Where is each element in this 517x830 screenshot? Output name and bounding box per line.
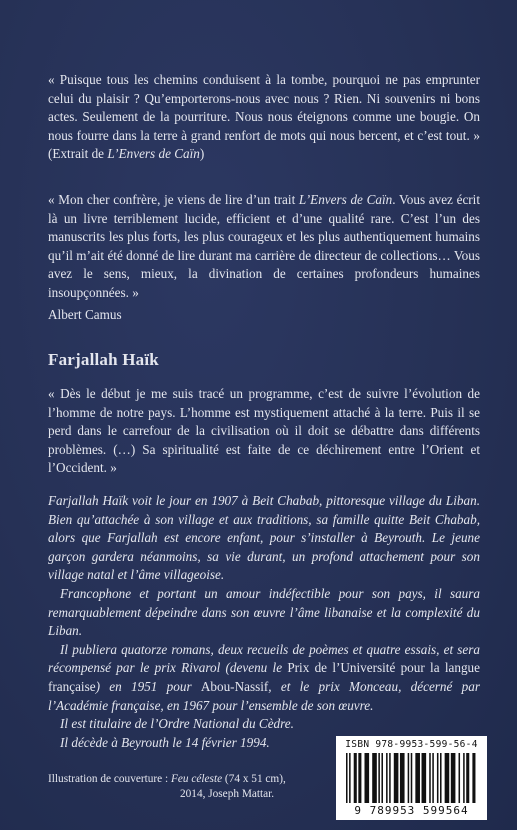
barcode-stripe: [372, 753, 377, 803]
bio-paragraph-1: Farjallah Haïk voit le jour en 1907 à Beit Chabab, pittoresque village du Liban. Bien qu’attachée à son village et aux traditions, sa famille quitte Beit Chabab, alors que Farjallah est encore enfant, pour s’installer à Beyrouth. Le jeune garçon gardera néanmoins, sa vie durant, un profond attachement pour son village natal et l’âme villageoise.: [48, 493, 480, 583]
camus-quote-book-title: L’Envers de Caïn: [298, 192, 393, 207]
excerpt-quote: [48, 71, 480, 164]
credit-artwork-title: Feu céleste: [170, 773, 223, 785]
barcode-stripe: [451, 753, 456, 803]
author-quote: « Dès le début je me suis tracé un programme, c’est de suivre l’évolution de l’homme de notre pays. L’homme est mystiquement attaché à la terre. Puis il se perd dans le carrefour de la civilisation où il doit se débattre dans différents problèmes. (…) Sa spiritualité est faite de ce déchirement entre l’Orient et l’Occident. »: [48, 386, 480, 476]
excerpt-closing: ): [199, 146, 205, 162]
barcode-stripe: [381, 753, 383, 803]
credit-line-2: 2014, Joseph Mattar.: [180, 788, 275, 800]
camus-signature: Albert Camus: [48, 307, 122, 322]
camus-quote-rest: . Vous avez écrit là un livre terriblement lucide, efficient et d’une qualité rare. C’est l’un des manuscrits les plus forts, les plus courageux et les plus authentiquement humains qu’il m’ait été donné de lire durant ma carrière de directeur de collections… Vous avez le sens, mieux, la divination de certaines profondeurs humaines insoupçonnées. »: [48, 192, 481, 300]
credit-dimensions: (74 x 51 cm),: [222, 773, 286, 785]
bio-paragraph-2: Francophone et portant un amour indéfectible pour son pays, il saura remarquablement dépeindre dans son œuvre l’âme libanaise et la complexité du Liban.: [48, 585, 480, 639]
bio-p3-part-a: Il publiera quatorze romans, deux recueils de poèmes et quatre essais, et sera récompensé par le prix Rivarol (devenu le: [48, 641, 480, 676]
barcode-stripe: [429, 753, 431, 803]
cover-illustration-credit: [48, 772, 318, 802]
ean-digits: 9 789953 599564: [354, 804, 469, 817]
barcode-stripe: [408, 753, 410, 803]
barcode-stripe: [400, 753, 405, 803]
camus-quote: [48, 191, 480, 303]
excerpt-book-title: L’Envers de Caïn: [107, 146, 200, 162]
bio-paragraph-3: [48, 641, 480, 715]
barcode-stripe: [346, 753, 348, 803]
camus-quote-start: « Mon cher confrère, je viens de lire d’un trait: [48, 192, 299, 207]
barcode-bars: [346, 753, 477, 803]
barcode-stripe: [415, 753, 420, 803]
barcode-stripe: [437, 753, 439, 803]
isbn-label: ISBN 978-9953-599-56-4: [345, 739, 478, 750]
bio-p3-part-e: , et le prix Monceau, décerné par l’Académie française, en 1967 pour l’ensemble de son œuvre.: [48, 678, 480, 713]
barcode-stripe: [445, 753, 450, 803]
barcode-stripe: [411, 753, 413, 803]
barcode-stripe: [386, 753, 388, 803]
isbn-barcode: [336, 736, 487, 820]
barcode-stripe: [440, 753, 442, 803]
barcode-stripe: [349, 753, 351, 803]
author-biography: [48, 492, 480, 752]
barcode-stripe: [364, 753, 369, 803]
bio-p3-part-c: ) en 1951 pour: [95, 678, 201, 694]
barcode-stripe: [354, 753, 357, 803]
barcode-stripe: [394, 753, 399, 803]
bio-paragraph-5: Il décède à Beyrouth le 14 février 1994.: [60, 734, 270, 750]
barcode-stripe: [466, 753, 469, 803]
barcode-stripe: [432, 753, 434, 803]
author-heading: Farjallah Haïk: [48, 350, 159, 369]
barcode-stripe: [358, 753, 361, 803]
credit-label: Illustration de couverture :: [48, 773, 171, 785]
bio-p3-book-title: Abou-Nassif: [200, 678, 269, 694]
barcode-stripe: [389, 753, 391, 803]
excerpt-text: « Puisque tous les chemins conduisent à la tombe, pourquoi ne pas emprunter celui du plaisir ? Qu’emporterons-nous avec nous ? Rien. Ni souvenirs ni bons actes. Seulement de la pourriture. Nous nous éteignons comme une bougie. On nous fourre dans la terre à grand renfort de mots qui nous bercent, et c’est tout. » (Extrait de: [48, 72, 480, 162]
barcode-stripe: [378, 753, 380, 803]
credit-line-1: [48, 772, 318, 787]
barcode-stripe: [422, 753, 427, 803]
bio-paragraph-4: Il est titulaire de l’Ordre National du Cèdre.: [60, 716, 294, 732]
barcode-stripe: [472, 753, 475, 803]
bio-p3-prize-name: Prix de l’Université pour la langue française: [48, 660, 480, 694]
barcode-stripe: [463, 753, 465, 803]
barcode-stripe: [459, 753, 461, 803]
